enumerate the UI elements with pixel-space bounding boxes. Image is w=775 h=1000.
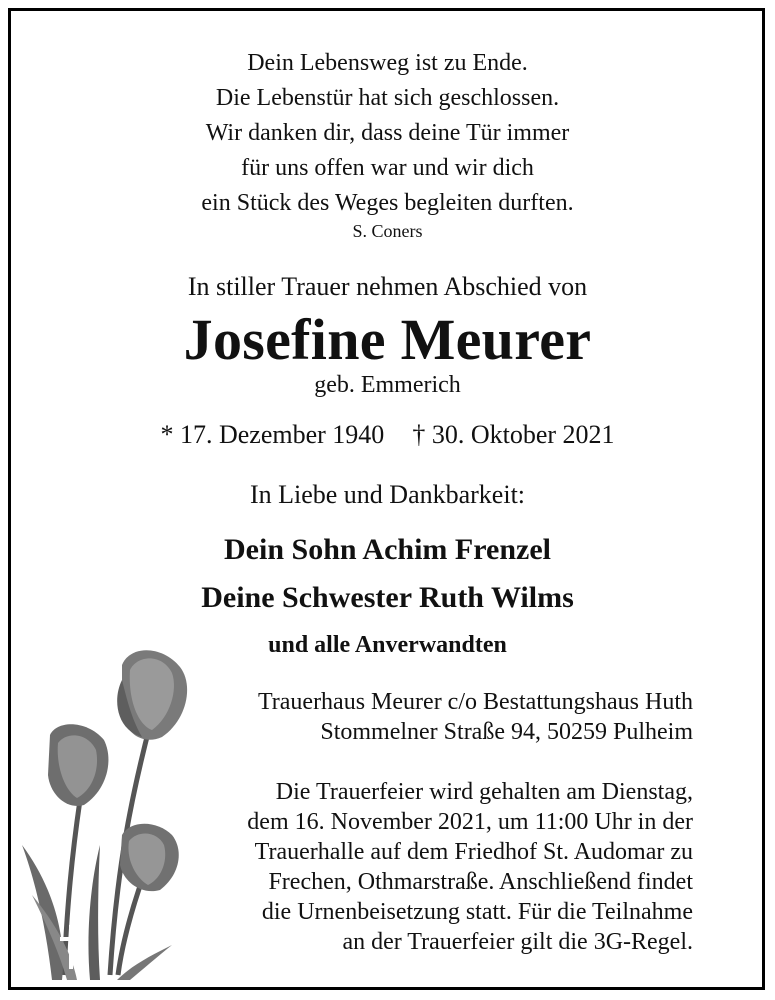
- ceremony-line: die Urnenbeisetzung statt. Für die Teilnahme: [261, 899, 693, 925]
- poem-line: ein Stück des Weges begleiten durften.: [201, 190, 574, 216]
- ceremony-info: [247, 777, 693, 957]
- announcement-intro: In stiller Trauer nehmen Abschied von: [187, 272, 588, 301]
- life-dates: [0, 420, 775, 450]
- poem-line: für uns offen war und wir dich: [241, 155, 534, 181]
- mourner-relatives: und alle Anverwandten: [268, 632, 507, 658]
- ceremony-line: Die Trauerfeier wird gehalten am Dienstag,: [275, 779, 693, 805]
- mourner-sister: Deine Schwester Ruth Wilms: [201, 581, 574, 614]
- mourner-son: Dein Sohn Achim Frenzel: [224, 533, 551, 566]
- poem-author: S. Coners: [352, 221, 423, 241]
- poem-line: Dein Lebensweg ist zu Ende.: [247, 50, 528, 76]
- address-line: Stommelner Straße 94, 50259 Pulheim: [320, 719, 693, 745]
- ceremony-line: Trauerhalle auf dem Friedhof St. Audomar zu: [254, 839, 693, 865]
- deceased-name: Josefine Meurer: [183, 307, 592, 372]
- ceremony-line: an der Trauerfeier gilt die 3G-Regel.: [342, 929, 693, 955]
- poem-line: Die Lebenstür hat sich geschlossen.: [215, 85, 560, 111]
- tulips-illustration: [12, 645, 207, 985]
- ceremony-line: Frechen, Othmarstraße. Anschließend findet: [268, 869, 693, 895]
- birth-date: * 17. Dezember 1940: [160, 420, 385, 449]
- mourning-address: [258, 687, 693, 747]
- death-date: † 30. Oktober 2021: [412, 420, 615, 449]
- ceremony-line: dem 16. November 2021, um 11:00 Uhr in der: [247, 809, 693, 835]
- poem: [0, 46, 775, 221]
- mourners-intro: In Liebe und Dankbarkeit:: [249, 480, 526, 509]
- address-line: Trauerhaus Meurer c/o Bestattungshaus Huth: [257, 689, 693, 715]
- maiden-name: geb. Emmerich: [314, 372, 461, 398]
- poem-line: Wir danken dir, dass deine Tür immer: [205, 120, 570, 146]
